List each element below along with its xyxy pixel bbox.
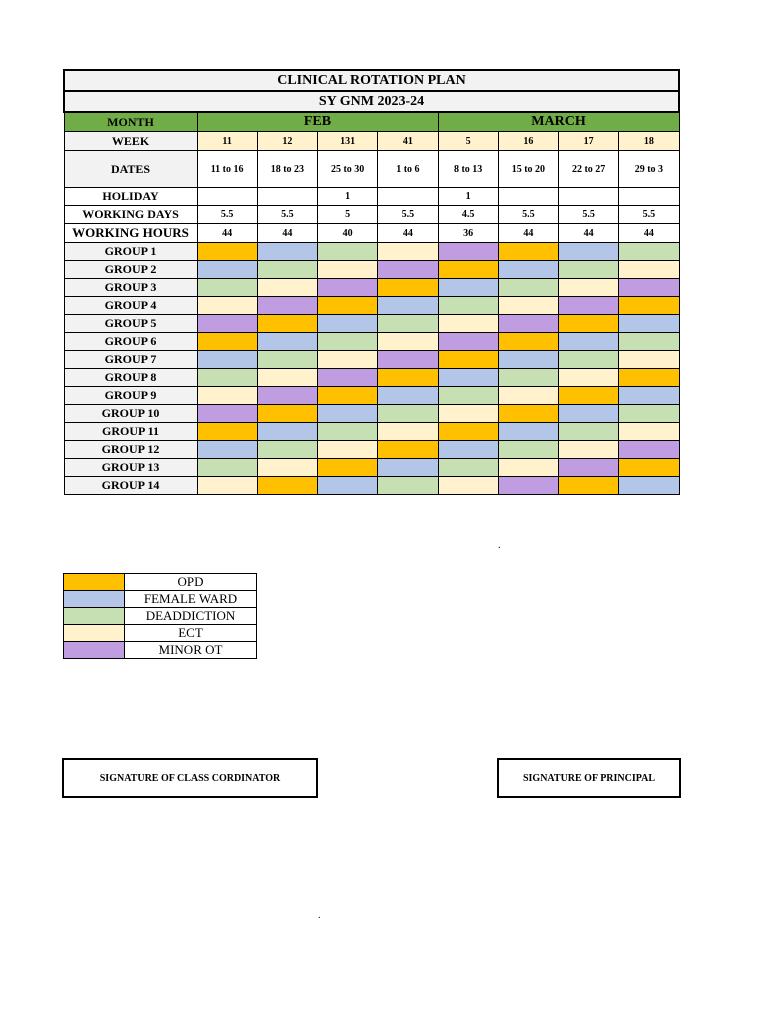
rotation-cell bbox=[318, 261, 378, 279]
rotation-cell bbox=[318, 315, 378, 333]
rotation-cell bbox=[559, 387, 619, 405]
group-label: GROUP 6 bbox=[64, 333, 197, 351]
rotation-cell bbox=[257, 351, 317, 369]
holiday-cell bbox=[559, 188, 619, 206]
rotation-cell bbox=[318, 333, 378, 351]
rotation-cell bbox=[559, 297, 619, 315]
legend-row bbox=[64, 574, 257, 591]
week-cell: 17 bbox=[559, 132, 619, 151]
rotation-cell bbox=[257, 405, 317, 423]
working-hours-cell: 44 bbox=[498, 224, 558, 243]
rotation-cell bbox=[498, 279, 558, 297]
rotation-cell bbox=[619, 387, 679, 405]
working-hours-cell: 44 bbox=[559, 224, 619, 243]
working-days-label: WORKING DAYS bbox=[64, 206, 197, 224]
month-feb: FEB bbox=[197, 112, 438, 132]
rotation-cell bbox=[619, 315, 679, 333]
rotation-cell bbox=[438, 243, 498, 261]
group-label: GROUP 5 bbox=[64, 315, 197, 333]
legend-swatch bbox=[64, 591, 125, 608]
rotation-cell bbox=[559, 333, 619, 351]
rotation-cell bbox=[257, 333, 317, 351]
rotation-cell bbox=[498, 405, 558, 423]
rotation-cell bbox=[378, 369, 438, 387]
rotation-cell bbox=[559, 459, 619, 477]
rotation-cell bbox=[438, 315, 498, 333]
rotation-cell bbox=[559, 279, 619, 297]
rotation-cell bbox=[498, 315, 558, 333]
working-hours-cell: 44 bbox=[378, 224, 438, 243]
legend-label: MINOR OT bbox=[125, 642, 257, 659]
rotation-cell bbox=[619, 279, 679, 297]
signature-label-principal: SIGNATURE OF PRINCIPAL bbox=[522, 772, 656, 784]
holiday-cell bbox=[378, 188, 438, 206]
dates-cell: 25 to 30 bbox=[318, 151, 378, 188]
rotation-cell bbox=[498, 351, 558, 369]
group-label: GROUP 4 bbox=[64, 297, 197, 315]
stray-mark: . bbox=[318, 910, 321, 921]
rotation-cell bbox=[378, 279, 438, 297]
rotation-cell bbox=[378, 459, 438, 477]
legend-row bbox=[64, 608, 257, 625]
group-label: GROUP 9 bbox=[64, 387, 197, 405]
rotation-cell bbox=[197, 369, 257, 387]
dates-cell: 29 to 3 bbox=[619, 151, 679, 188]
month-label: MONTH bbox=[64, 112, 197, 132]
legend-row bbox=[64, 591, 257, 608]
rotation-cell bbox=[197, 387, 257, 405]
rotation-cell bbox=[257, 315, 317, 333]
rotation-cell bbox=[318, 243, 378, 261]
rotation-cell bbox=[257, 459, 317, 477]
working-hours-cell: 40 bbox=[318, 224, 378, 243]
group-label: GROUP 11 bbox=[64, 423, 197, 441]
group-row bbox=[64, 297, 679, 315]
rotation-cell bbox=[257, 423, 317, 441]
rotation-cell bbox=[197, 423, 257, 441]
holiday-cell bbox=[619, 188, 679, 206]
rotation-cell bbox=[378, 477, 438, 495]
rotation-cell bbox=[378, 333, 438, 351]
rotation-cell bbox=[378, 351, 438, 369]
rotation-cell bbox=[197, 459, 257, 477]
rotation-cell bbox=[378, 441, 438, 459]
rotation-cell bbox=[619, 369, 679, 387]
working-days-cell: 5.5 bbox=[378, 206, 438, 224]
rotation-cell bbox=[438, 387, 498, 405]
rotation-cell bbox=[197, 297, 257, 315]
rotation-cell bbox=[559, 423, 619, 441]
rotation-cell bbox=[619, 477, 679, 495]
rotation-cell bbox=[438, 405, 498, 423]
rotation-cell bbox=[318, 405, 378, 423]
rotation-cell bbox=[438, 369, 498, 387]
rotation-cell bbox=[498, 243, 558, 261]
rotation-cell bbox=[257, 477, 317, 495]
rotation-cell bbox=[197, 477, 257, 495]
working-days-cell: 5.5 bbox=[498, 206, 558, 224]
group-row bbox=[64, 279, 679, 297]
signature-box-coordinator bbox=[62, 758, 318, 798]
week-cell: 11 bbox=[197, 132, 257, 151]
legend-row bbox=[64, 625, 257, 642]
rotation-cell bbox=[619, 261, 679, 279]
week-cell: 131 bbox=[318, 132, 378, 151]
group-row bbox=[64, 351, 679, 369]
month-march: MARCH bbox=[438, 112, 679, 132]
rotation-cell bbox=[498, 333, 558, 351]
dates-cell: 15 to 20 bbox=[498, 151, 558, 188]
group-row bbox=[64, 261, 679, 279]
legend-table bbox=[63, 573, 257, 659]
group-label: GROUP 13 bbox=[64, 459, 197, 477]
group-label: GROUP 14 bbox=[64, 477, 197, 495]
legend-swatch bbox=[64, 642, 125, 659]
rotation-cell bbox=[498, 459, 558, 477]
rotation-cell bbox=[559, 315, 619, 333]
holiday-cell: 1 bbox=[438, 188, 498, 206]
rotation-cell bbox=[559, 243, 619, 261]
dates-cell: 1 to 6 bbox=[378, 151, 438, 188]
rotation-cell bbox=[498, 369, 558, 387]
group-row bbox=[64, 423, 679, 441]
week-label: WEEK bbox=[64, 132, 197, 151]
rotation-cell bbox=[257, 243, 317, 261]
rotation-cell bbox=[498, 423, 558, 441]
working-days-cell: 5.5 bbox=[619, 206, 679, 224]
rotation-cell bbox=[559, 477, 619, 495]
holiday-label: HOLIDAY bbox=[64, 188, 197, 206]
dates-cell: 11 to 16 bbox=[197, 151, 257, 188]
rotation-cell bbox=[619, 441, 679, 459]
rotation-cell bbox=[438, 351, 498, 369]
rotation-cell bbox=[619, 405, 679, 423]
working-days-cell: 5.5 bbox=[257, 206, 317, 224]
rotation-cell bbox=[257, 369, 317, 387]
rotation-cell bbox=[257, 297, 317, 315]
working-hours-cell: 44 bbox=[257, 224, 317, 243]
dates-label: DATES bbox=[64, 151, 197, 188]
holiday-cell bbox=[197, 188, 257, 206]
rotation-cell bbox=[619, 423, 679, 441]
working-hours-label: WORKING HOURS bbox=[64, 224, 197, 243]
rotation-cell bbox=[318, 351, 378, 369]
working-days-cell: 4.5 bbox=[438, 206, 498, 224]
rotation-cell bbox=[438, 279, 498, 297]
rotation-cell bbox=[498, 261, 558, 279]
rotation-cell bbox=[438, 459, 498, 477]
rotation-cell bbox=[438, 333, 498, 351]
working-hours-cell: 44 bbox=[197, 224, 257, 243]
legend-label: ECT bbox=[125, 625, 257, 642]
rotation-cell bbox=[619, 333, 679, 351]
group-label: GROUP 2 bbox=[64, 261, 197, 279]
working-days-cell: 5.5 bbox=[197, 206, 257, 224]
group-label: GROUP 10 bbox=[64, 405, 197, 423]
rotation-cell bbox=[318, 477, 378, 495]
signature-box-principal bbox=[497, 758, 681, 798]
rotation-cell bbox=[378, 405, 438, 423]
holiday-cell bbox=[257, 188, 317, 206]
rotation-cell bbox=[378, 243, 438, 261]
rotation-cell bbox=[257, 441, 317, 459]
rotation-cell bbox=[378, 315, 438, 333]
rotation-cell bbox=[197, 279, 257, 297]
legend-label: DEADDICTION bbox=[125, 608, 257, 625]
rotation-cell bbox=[498, 297, 558, 315]
group-row bbox=[64, 405, 679, 423]
holiday-cell bbox=[498, 188, 558, 206]
week-cell: 12 bbox=[257, 132, 317, 151]
group-label: GROUP 8 bbox=[64, 369, 197, 387]
rotation-cell bbox=[318, 441, 378, 459]
group-label: GROUP 3 bbox=[64, 279, 197, 297]
rotation-cell bbox=[197, 405, 257, 423]
rotation-cell bbox=[498, 441, 558, 459]
group-label: GROUP 1 bbox=[64, 243, 197, 261]
group-row bbox=[64, 387, 679, 405]
dates-cell: 22 to 27 bbox=[559, 151, 619, 188]
rotation-cell bbox=[559, 369, 619, 387]
group-label: GROUP 12 bbox=[64, 441, 197, 459]
rotation-cell bbox=[318, 423, 378, 441]
legend-label: FEMALE WARD bbox=[125, 591, 257, 608]
rotation-cell bbox=[318, 279, 378, 297]
working-days-cell: 5.5 bbox=[559, 206, 619, 224]
group-row bbox=[64, 441, 679, 459]
rotation-cell bbox=[378, 387, 438, 405]
rotation-cell bbox=[559, 441, 619, 459]
rotation-cell bbox=[559, 405, 619, 423]
rotation-cell bbox=[378, 297, 438, 315]
group-row bbox=[64, 333, 679, 351]
rotation-cell bbox=[318, 369, 378, 387]
working-hours-cell: 44 bbox=[619, 224, 679, 243]
rotation-cell bbox=[257, 387, 317, 405]
rotation-cell bbox=[197, 441, 257, 459]
rotation-cell bbox=[197, 351, 257, 369]
rotation-cell bbox=[257, 261, 317, 279]
plan-title: CLINICAL ROTATION PLAN bbox=[64, 70, 679, 91]
rotation-cell bbox=[559, 261, 619, 279]
legend-label: OPD bbox=[125, 574, 257, 591]
plan-subtitle: SY GNM 2023-24 bbox=[64, 91, 679, 112]
rotation-cell bbox=[197, 261, 257, 279]
stray-mark: . bbox=[498, 540, 501, 551]
rotation-cell bbox=[498, 477, 558, 495]
legend-swatch bbox=[64, 574, 125, 591]
group-row bbox=[64, 459, 679, 477]
rotation-cell bbox=[619, 297, 679, 315]
holiday-cell: 1 bbox=[318, 188, 378, 206]
rotation-cell bbox=[257, 279, 317, 297]
rotation-cell bbox=[378, 423, 438, 441]
rotation-cell bbox=[438, 423, 498, 441]
rotation-cell bbox=[619, 351, 679, 369]
rotation-cell bbox=[438, 441, 498, 459]
week-cell: 41 bbox=[378, 132, 438, 151]
rotation-cell bbox=[318, 459, 378, 477]
rotation-cell bbox=[197, 243, 257, 261]
legend-row bbox=[64, 642, 257, 659]
rotation-plan-table bbox=[63, 69, 680, 495]
week-cell: 16 bbox=[498, 132, 558, 151]
signature-label-coordinator: SIGNATURE OF CLASS CORDINATOR bbox=[99, 772, 281, 784]
group-row bbox=[64, 369, 679, 387]
group-label: GROUP 7 bbox=[64, 351, 197, 369]
rotation-cell bbox=[438, 297, 498, 315]
rotation-cell bbox=[438, 477, 498, 495]
dates-cell: 18 to 23 bbox=[257, 151, 317, 188]
rotation-cell bbox=[318, 387, 378, 405]
rotation-cell bbox=[619, 459, 679, 477]
rotation-cell bbox=[197, 315, 257, 333]
group-row bbox=[64, 243, 679, 261]
rotation-cell bbox=[438, 261, 498, 279]
working-hours-cell: 36 bbox=[438, 224, 498, 243]
rotation-cell bbox=[378, 261, 438, 279]
dates-cell: 8 to 13 bbox=[438, 151, 498, 188]
rotation-cell bbox=[197, 333, 257, 351]
week-cell: 18 bbox=[619, 132, 679, 151]
week-cell: 5 bbox=[438, 132, 498, 151]
rotation-cell bbox=[318, 297, 378, 315]
rotation-cell bbox=[559, 351, 619, 369]
legend-swatch bbox=[64, 625, 125, 642]
rotation-cell bbox=[619, 243, 679, 261]
group-row bbox=[64, 477, 679, 495]
legend-swatch bbox=[64, 608, 125, 625]
working-days-cell: 5 bbox=[318, 206, 378, 224]
group-row bbox=[64, 315, 679, 333]
rotation-cell bbox=[498, 387, 558, 405]
